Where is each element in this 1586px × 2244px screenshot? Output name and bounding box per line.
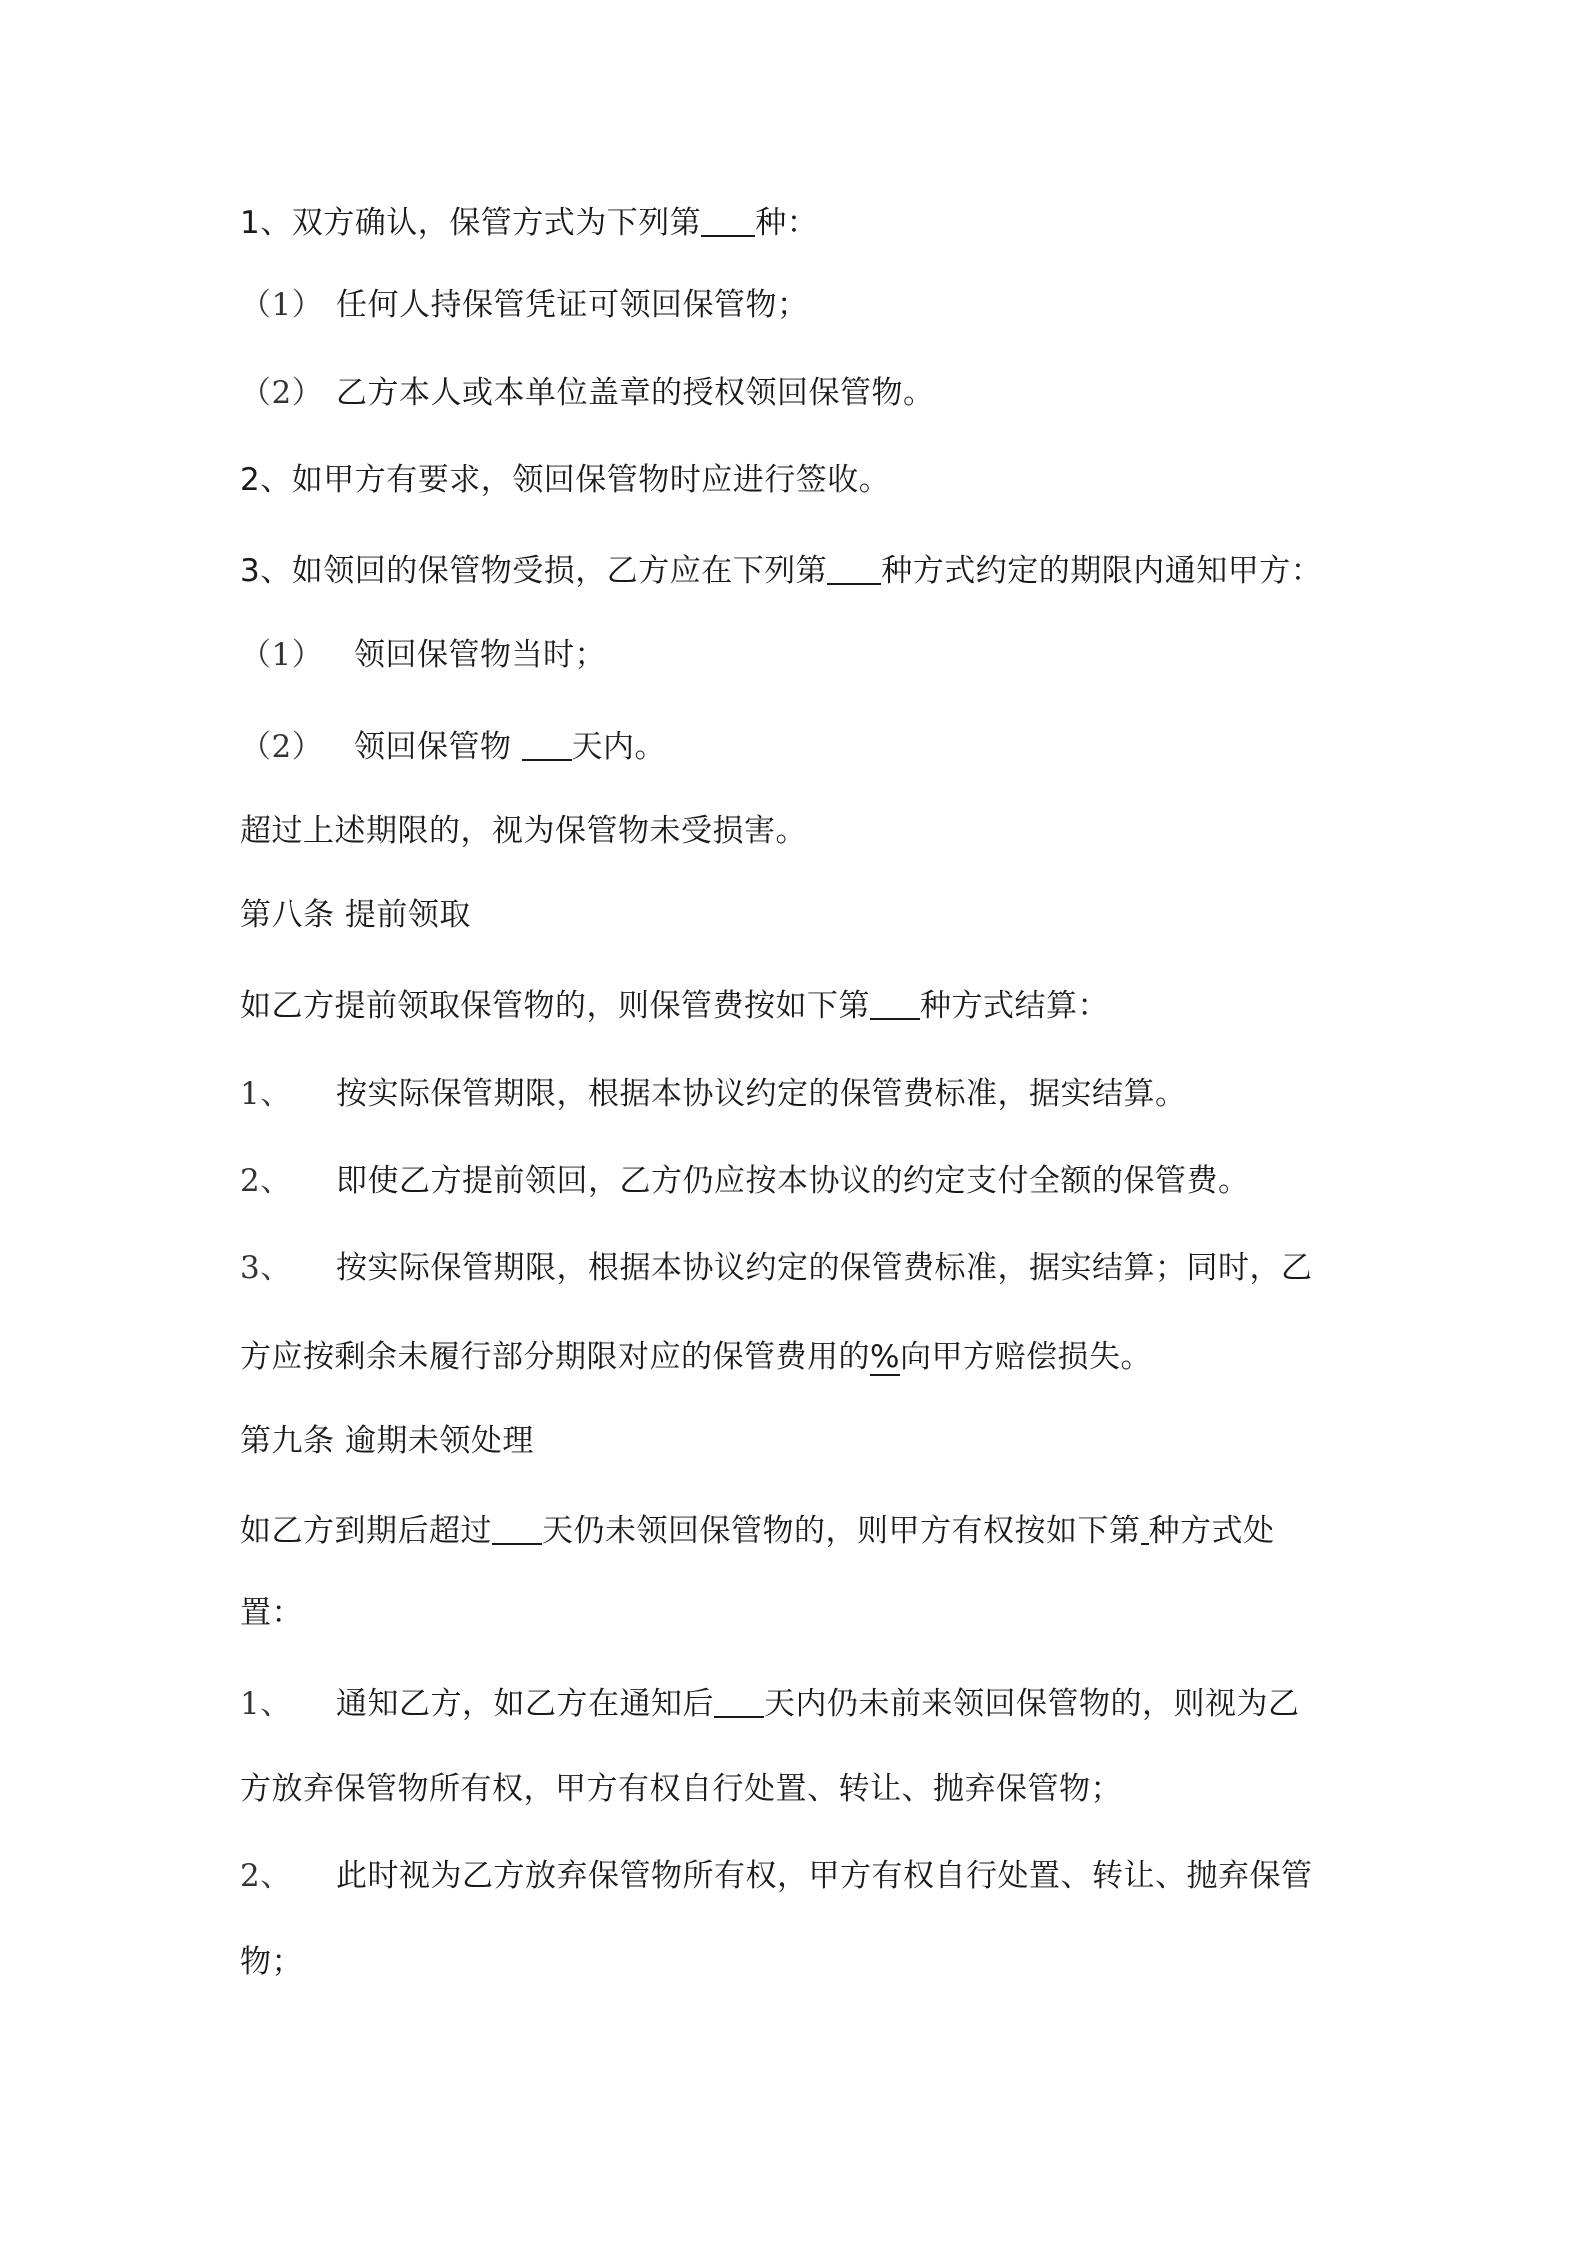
paragraph-text: 种方式处 — [1148, 1513, 1275, 1549]
option-text: 任何人持保管凭证可领回保管物； — [336, 287, 809, 323]
fill-blank[interactable] — [522, 727, 572, 761]
option-line — [240, 635, 606, 675]
fill-blank[interactable] — [870, 986, 920, 1020]
item-text: 方放弃保管物所有权，甲方有权自行处置、转让、抛弃保管物； — [240, 1771, 1122, 1807]
paragraph-text: 如乙方到期后超过 — [240, 1513, 492, 1549]
item-text: 即使乙方提前领回，乙方仍应按本协议的约定支付全额的保管费。 — [336, 1163, 1250, 1199]
article-heading — [240, 895, 471, 935]
fill-blank[interactable] — [492, 1511, 542, 1545]
option-line — [240, 727, 666, 767]
item-number: 2、 — [240, 1858, 292, 1894]
item-continuation — [240, 1337, 1152, 1377]
clause-text: 3、如领回的保管物受损，乙方应在下列第 — [240, 553, 828, 589]
option-number: （1） — [240, 287, 324, 323]
paragraph-text: 如乙方提前领取保管物的，则保管费按如下第 — [240, 988, 870, 1024]
percent-blank[interactable]: % — [870, 1339, 900, 1375]
item-text: 按实际保管期限，根据本协议约定的保管费标准，据实结算；同时，乙 — [336, 1250, 1313, 1286]
clause-text: 种方式约定的期限内通知甲方： — [881, 553, 1323, 589]
fill-blank[interactable] — [827, 551, 881, 585]
article-heading — [240, 1421, 534, 1461]
item-text: 方应按剩余未履行部分期限对应的保管费用的 — [240, 1339, 870, 1375]
option-text: 乙方本人或本单位盖章的授权领回保管物。 — [336, 375, 935, 411]
heading-text: 第八条 提前领取 — [240, 897, 471, 933]
paragraph-text: 天仍未领回保管物的，则甲方有权按如下第 — [542, 1513, 1141, 1549]
fill-blank[interactable] — [701, 203, 755, 237]
option-text: 天内。 — [571, 729, 666, 765]
option-text: 领回保管物当时； — [354, 637, 606, 673]
paragraph-text: 超过上述期限的，视为保管物未受损害。 — [240, 813, 807, 849]
clause-line-2 — [240, 460, 890, 500]
fill-blank[interactable] — [1141, 1511, 1149, 1545]
option-line — [240, 373, 935, 413]
option-number: （2） — [240, 375, 324, 411]
paragraph-text: 置： — [240, 1595, 303, 1631]
clause-line-3 — [240, 551, 1322, 591]
paragraph — [240, 811, 807, 851]
item-number: 1、 — [240, 1076, 292, 1112]
option-line — [240, 285, 809, 325]
item-continuation — [240, 1769, 1122, 1809]
item-text: 此时视为乙方放弃保管物所有权，甲方有权自行处置、转让、抛弃保管 — [336, 1858, 1313, 1894]
clause-text: 1、双方确认，保管方式为下列第 — [240, 205, 702, 241]
item-number: 3、 — [240, 1250, 292, 1286]
item-text: 按实际保管期限，根据本协议约定的保管费标准，据实结算。 — [336, 1076, 1187, 1112]
fill-blank[interactable] — [714, 1684, 764, 1718]
numbered-item — [240, 1856, 1313, 1896]
clause-line-1 — [240, 203, 818, 243]
numbered-item — [240, 1684, 1300, 1724]
clause-text: 2、如甲方有要求，领回保管物时应进行签收。 — [240, 462, 891, 498]
option-text: 领回保管物 — [354, 729, 512, 765]
paragraph — [240, 986, 1109, 1026]
paragraph-continuation — [240, 1593, 303, 1633]
item-continuation — [240, 1942, 303, 1982]
item-number: 2、 — [240, 1163, 292, 1199]
numbered-item — [240, 1248, 1313, 1288]
item-text: 物； — [240, 1944, 303, 1980]
paragraph-text: 种方式结算： — [920, 988, 1109, 1024]
heading-text: 第九条 逾期未领处理 — [240, 1423, 534, 1459]
clause-text: 种： — [755, 205, 819, 241]
numbered-item — [240, 1074, 1187, 1114]
item-number: 1、 — [240, 1686, 292, 1722]
option-number: （2） — [240, 729, 324, 765]
item-text: 向甲方赔偿损失。 — [899, 1339, 1152, 1375]
item-text: 通知乙方，如乙方在通知后 — [336, 1686, 714, 1722]
item-text: 天内仍未前来领回保管物的，则视为乙 — [764, 1686, 1300, 1722]
paragraph — [240, 1511, 1275, 1551]
numbered-item — [240, 1161, 1250, 1201]
option-number: （1） — [240, 637, 324, 673]
